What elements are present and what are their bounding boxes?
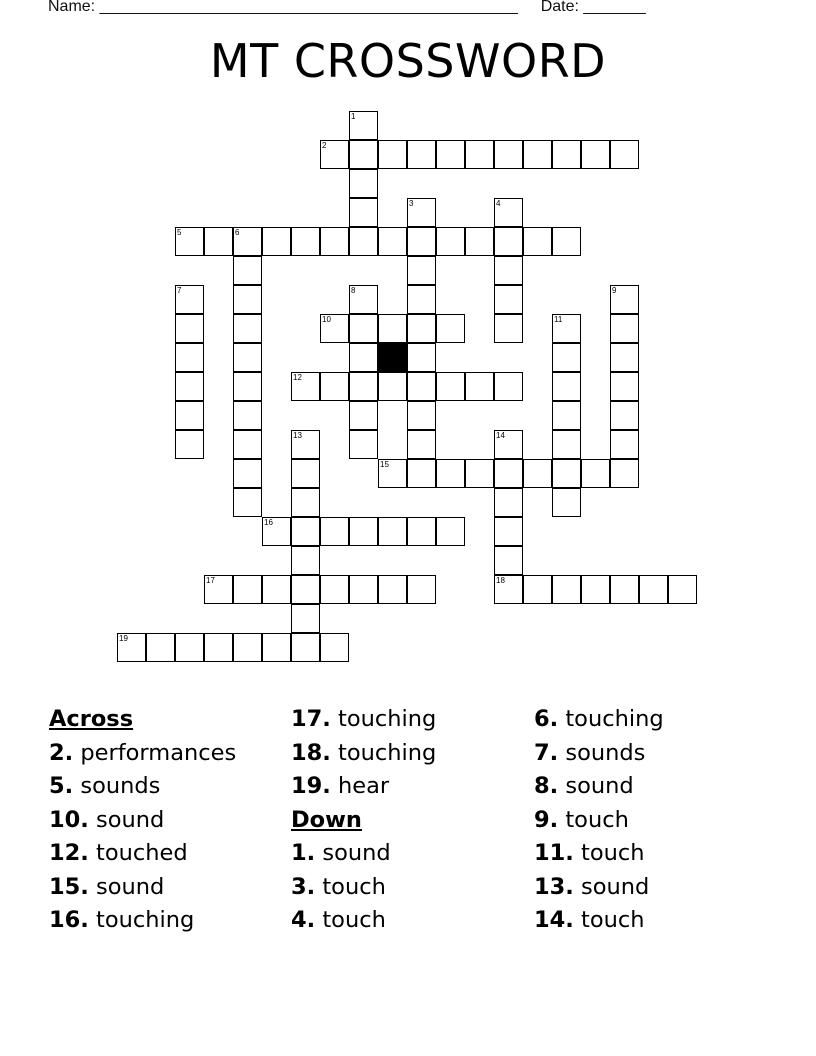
grid-cell[interactable] [494, 546, 523, 575]
clue-item-text: touch [315, 873, 386, 900]
clue-item-number: 5. [49, 773, 74, 799]
grid-cell[interactable] [610, 140, 639, 169]
grid-cell[interactable] [233, 227, 262, 256]
clue-section-heading [49, 703, 236, 737]
clue-item [291, 871, 436, 905]
clue-number: 5 [177, 228, 182, 237]
grid-cell[interactable] [175, 430, 204, 459]
clue-item [49, 904, 236, 938]
clue-number: 10 [322, 315, 331, 324]
grid-cell[interactable] [262, 227, 291, 256]
clue-item-text: touching [330, 706, 437, 732]
grid-cell[interactable] [349, 575, 378, 604]
grid-cell[interactable] [175, 633, 204, 662]
clue-item [49, 770, 236, 804]
grid-cell[interactable] [320, 575, 349, 604]
grid-cell[interactable] [378, 459, 407, 488]
grid-cell[interactable] [581, 459, 610, 488]
grid-cell[interactable] [378, 314, 407, 343]
grid-cell[interactable] [436, 314, 465, 343]
grid-cell[interactable] [494, 372, 523, 401]
page-title: MT CROSSWORD [209, 34, 607, 88]
clue-item-number: 16. [49, 907, 89, 933]
grid-cell[interactable] [291, 459, 320, 488]
grid-cell[interactable] [581, 575, 610, 604]
grid-cell[interactable] [233, 459, 262, 488]
grid-cell[interactable] [639, 575, 668, 604]
grid-cell[interactable] [552, 343, 581, 372]
clue-item-number: 4. [291, 907, 316, 933]
header-line [48, 0, 748, 16]
grid-cell[interactable] [436, 140, 465, 169]
grid-cell[interactable] [349, 285, 378, 314]
grid-cell[interactable] [378, 372, 407, 401]
clue-item-text: sounds [73, 773, 161, 799]
clue-item-text: sound [88, 873, 165, 900]
grid-cell[interactable] [233, 343, 262, 372]
grid-cell[interactable] [610, 343, 639, 372]
grid-cell[interactable] [291, 430, 320, 459]
clue-number: 8 [351, 286, 356, 295]
grid-cell[interactable] [552, 401, 581, 430]
grid-cell[interactable] [552, 372, 581, 401]
clue-number: 15 [380, 460, 389, 469]
section-heading-text: Down [291, 806, 362, 833]
clue-item-text: sound [88, 806, 165, 833]
grid-cell[interactable] [407, 401, 436, 430]
clue-item-number: 15. [49, 873, 89, 900]
grid-cell[interactable] [668, 575, 697, 604]
grid-cell[interactable] [552, 140, 581, 169]
grid-cell[interactable] [407, 343, 436, 372]
date-field-label: Date: _______ [540, 0, 646, 15]
grid-cell[interactable] [233, 575, 262, 604]
grid-cell[interactable] [291, 227, 320, 256]
grid-cell[interactable] [291, 372, 320, 401]
grid-cell[interactable] [610, 372, 639, 401]
clue-item-text: sounds [558, 739, 646, 766]
grid-cell[interactable] [233, 430, 262, 459]
grid-cell[interactable] [494, 314, 523, 343]
grid-cell[interactable] [291, 488, 320, 517]
grid-cell[interactable] [233, 633, 262, 662]
clue-item-number: 14. [534, 907, 574, 933]
grid-cell[interactable] [233, 401, 262, 430]
grid-cell[interactable] [494, 488, 523, 517]
grid-cell[interactable] [204, 227, 233, 256]
clue-item-text: hear [330, 773, 390, 799]
grid-cell[interactable] [262, 575, 291, 604]
grid-cell[interactable] [407, 430, 436, 459]
grid-cell[interactable] [233, 256, 262, 285]
grid-cell[interactable] [349, 198, 378, 227]
clue-item-text: touching [330, 739, 437, 766]
clue-item [49, 837, 236, 871]
grid-cell[interactable] [465, 227, 494, 256]
clue-column-2 [291, 703, 436, 938]
clue-item [291, 703, 436, 737]
clue-item [291, 770, 436, 804]
grid-cell[interactable] [494, 459, 523, 488]
clue-item-text: touch [573, 907, 645, 933]
grid-cell[interactable] [465, 372, 494, 401]
grid-cell[interactable] [552, 430, 581, 459]
grid-cell[interactable] [146, 633, 175, 662]
grid-cell[interactable] [291, 517, 320, 546]
grid-cell[interactable] [262, 517, 291, 546]
grid-cell[interactable] [349, 372, 378, 401]
clue-number: 11 [554, 315, 563, 324]
grid-cell[interactable] [610, 430, 639, 459]
grid-cell[interactable] [233, 488, 262, 517]
clue-item [49, 737, 236, 771]
grid-cell[interactable] [320, 372, 349, 401]
clue-item [534, 770, 664, 804]
grid-cell[interactable] [320, 633, 349, 662]
grid-cell[interactable] [204, 575, 233, 604]
grid-cell[interactable] [610, 401, 639, 430]
grid-cell[interactable] [494, 285, 523, 314]
grid-cell[interactable] [117, 633, 146, 662]
grid-cell[interactable] [175, 372, 204, 401]
clue-item-number: 13. [534, 873, 574, 900]
grid-cell[interactable] [407, 575, 436, 604]
clue-item-text: touch [315, 907, 386, 933]
grid-cell[interactable] [407, 140, 436, 169]
clue-item-number: 1. [291, 840, 316, 866]
grid-cell[interactable] [175, 401, 204, 430]
clue-item-number: 2. [49, 739, 74, 766]
grid-cell[interactable] [610, 575, 639, 604]
grid-cell[interactable] [436, 227, 465, 256]
grid-cell[interactable] [494, 198, 523, 227]
clue-item-text: performances [73, 739, 237, 766]
clue-item-text: sound [573, 873, 650, 900]
grid-cell[interactable] [523, 459, 552, 488]
clue-number: 2 [322, 141, 327, 150]
grid-cell[interactable] [175, 227, 204, 256]
clue-number: 9 [612, 286, 617, 295]
grid-cell[interactable] [494, 430, 523, 459]
clue-section-heading [291, 804, 436, 838]
grid-cell[interactable] [349, 517, 378, 546]
grid-cell[interactable] [610, 459, 639, 488]
clue-item-text: sound [558, 773, 634, 799]
grid-cell[interactable] [610, 314, 639, 343]
name-field-label: Name: _______________________________________________ [48, 0, 518, 15]
grid-cell[interactable] [494, 575, 523, 604]
grid-cell[interactable] [291, 546, 320, 575]
clue-item-text: touching [88, 907, 195, 933]
grid-cell[interactable] [233, 314, 262, 343]
clue-number: 1 [351, 112, 356, 121]
grid-cell[interactable] [407, 372, 436, 401]
grid-block [378, 343, 407, 372]
grid-cell[interactable] [349, 314, 378, 343]
grid-cell[interactable] [436, 459, 465, 488]
clue-item [534, 804, 664, 838]
grid-cell[interactable] [291, 633, 320, 662]
grid-cell[interactable] [349, 169, 378, 198]
grid-cell[interactable] [494, 227, 523, 256]
clue-number: 14 [496, 431, 505, 440]
clue-item [49, 871, 236, 905]
clue-item [49, 804, 236, 838]
grid-cell[interactable] [407, 227, 436, 256]
grid-cell[interactable] [407, 256, 436, 285]
grid-cell[interactable] [407, 459, 436, 488]
grid-cell[interactable] [378, 227, 407, 256]
clue-item-text: touched [88, 840, 188, 866]
clue-number: 19 [119, 634, 128, 643]
grid-cell[interactable] [349, 111, 378, 140]
clue-column-3 [534, 703, 664, 938]
clue-number: 18 [496, 576, 505, 585]
grid-cell[interactable] [552, 227, 581, 256]
clue-item-text: touch [558, 806, 629, 833]
clue-number: 12 [293, 373, 302, 382]
grid-cell[interactable] [349, 227, 378, 256]
clue-number: 17 [206, 576, 215, 585]
clue-item-number: 18. [291, 739, 331, 766]
grid-cell[interactable] [523, 140, 552, 169]
grid-cell[interactable] [262, 633, 291, 662]
grid-cell[interactable] [465, 140, 494, 169]
clue-item-number: 10. [49, 806, 89, 833]
clue-number: 7 [177, 286, 182, 295]
clue-item-text: touching [558, 706, 664, 732]
clue-item [291, 904, 436, 938]
clue-item-text: sound [315, 840, 391, 866]
clue-item-number: 7. [534, 739, 559, 766]
grid-cell[interactable] [494, 517, 523, 546]
grid-cell[interactable] [407, 285, 436, 314]
grid-cell[interactable] [552, 459, 581, 488]
grid-cell[interactable] [320, 227, 349, 256]
clue-item-number: 3. [291, 873, 316, 900]
grid-cell[interactable] [349, 430, 378, 459]
clue-item-text: touch [573, 840, 645, 866]
clue-item [534, 703, 664, 737]
grid-cell[interactable] [349, 401, 378, 430]
grid-cell[interactable] [175, 314, 204, 343]
grid-cell[interactable] [291, 575, 320, 604]
grid-cell[interactable] [204, 633, 233, 662]
clue-item [534, 904, 664, 938]
grid-cell[interactable] [407, 517, 436, 546]
clue-item-number: 19. [291, 773, 331, 799]
grid-cell[interactable] [494, 256, 523, 285]
grid-cell[interactable] [349, 343, 378, 372]
clue-item [534, 837, 664, 871]
grid-cell[interactable] [378, 575, 407, 604]
grid-cell[interactable] [552, 314, 581, 343]
grid-cell[interactable] [291, 604, 320, 633]
grid-cell[interactable] [465, 459, 494, 488]
grid-cell[interactable] [233, 285, 262, 314]
grid-cell[interactable] [552, 575, 581, 604]
clue-number: 3 [409, 199, 414, 208]
clue-number: 13 [293, 431, 302, 440]
grid-cell[interactable] [610, 285, 639, 314]
clue-column-1 [49, 703, 236, 938]
clue-item-number: 6. [534, 706, 559, 732]
clue-item-number: 12. [49, 840, 89, 866]
clue-item-number: 11. [534, 840, 574, 866]
grid-cell[interactable] [320, 140, 349, 169]
section-heading-text: Across [49, 706, 134, 732]
grid-cell[interactable] [581, 140, 610, 169]
clue-number: 6 [235, 228, 240, 237]
grid-cell[interactable] [233, 372, 262, 401]
clue-item-number: 17. [291, 706, 331, 732]
grid-cell[interactable] [407, 314, 436, 343]
grid-cell[interactable] [523, 227, 552, 256]
grid-cell[interactable] [436, 372, 465, 401]
grid-cell[interactable] [320, 314, 349, 343]
grid-cell[interactable] [523, 575, 552, 604]
clue-number: 16 [264, 518, 273, 527]
grid-cell[interactable] [320, 517, 349, 546]
clue-number: 4 [496, 199, 501, 208]
clue-item [534, 737, 664, 771]
grid-cell[interactable] [407, 198, 436, 227]
grid-cell[interactable] [378, 517, 407, 546]
grid-cell[interactable] [349, 140, 378, 169]
clue-item [291, 837, 436, 871]
clue-item [534, 871, 664, 905]
grid-cell[interactable] [494, 140, 523, 169]
grid-cell[interactable] [436, 517, 465, 546]
grid-cell[interactable] [552, 488, 581, 517]
clue-item [291, 737, 436, 771]
grid-cell[interactable] [378, 140, 407, 169]
grid-cell[interactable] [175, 343, 204, 372]
clue-item-number: 9. [534, 806, 559, 833]
clue-item-number: 8. [534, 773, 559, 799]
grid-cell[interactable] [175, 285, 204, 314]
